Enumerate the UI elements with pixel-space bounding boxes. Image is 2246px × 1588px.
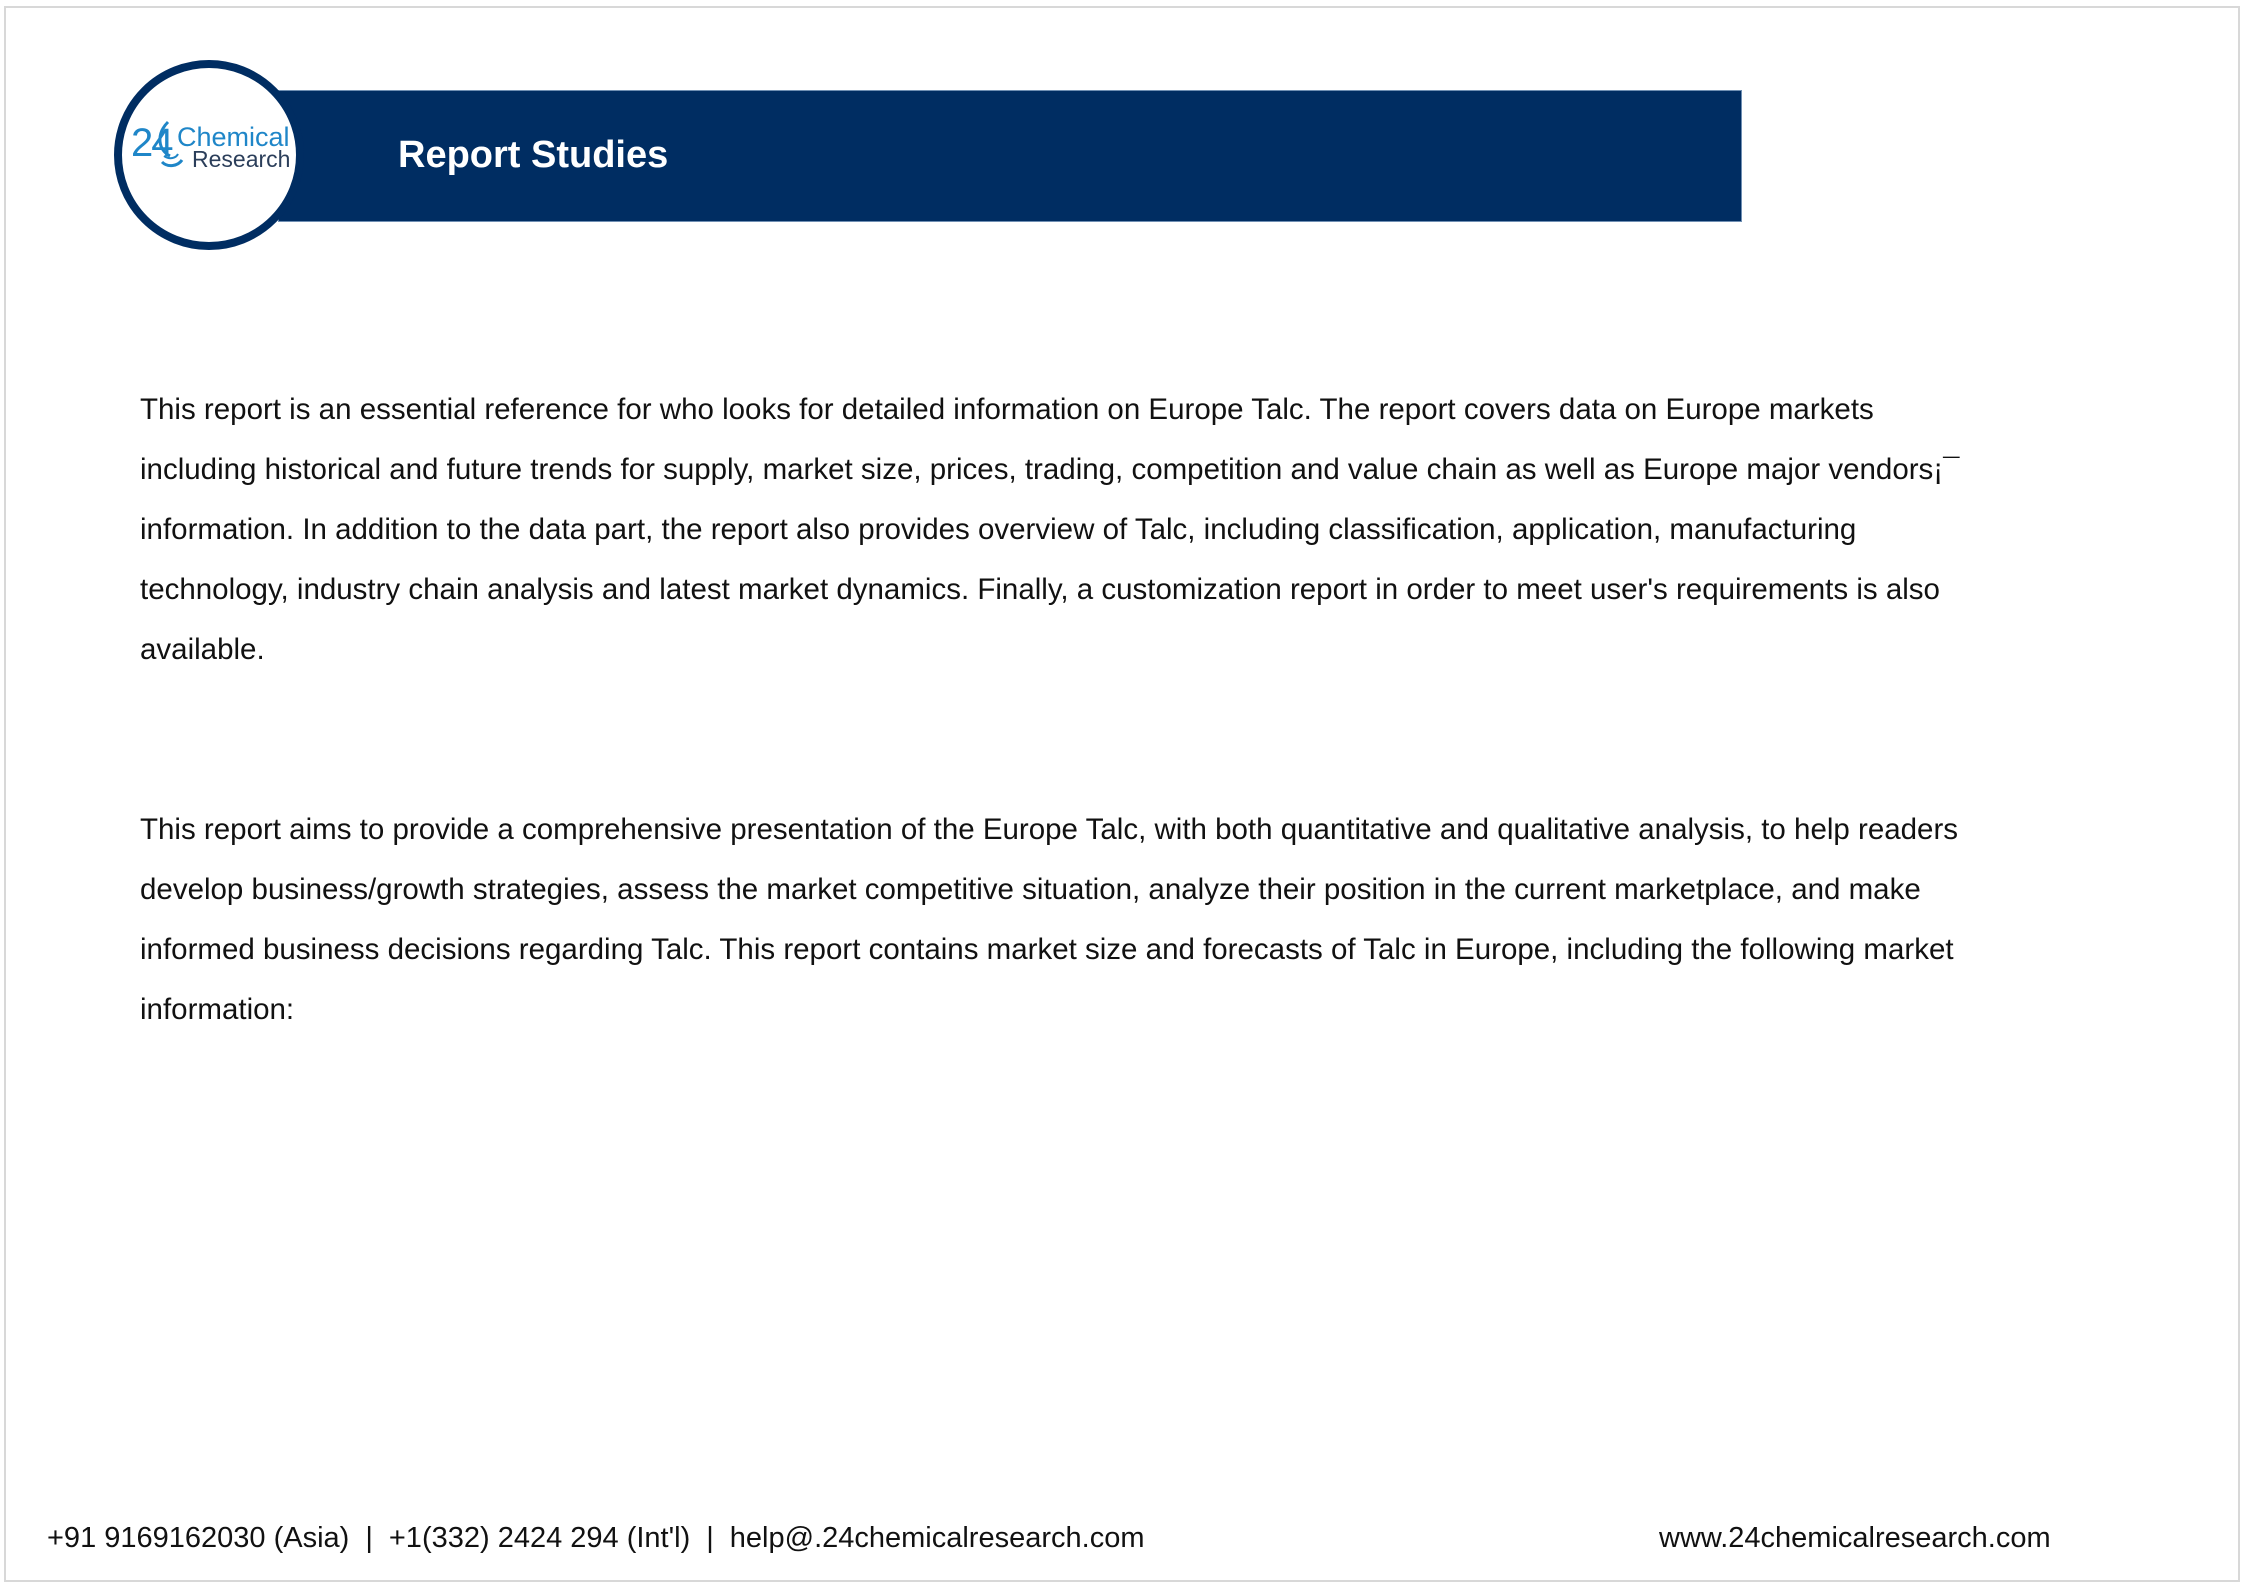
- aims-paragraph: [140, 800, 2150, 1040]
- logo-number: 24: [131, 121, 172, 165]
- paragraph-line: informed business decisions regarding Talc. This report contains market size and forecasts of Talc in Europe, including the following market: [140, 933, 1954, 966]
- paragraph-line: information:: [140, 993, 295, 1026]
- paragraph-line: develop business/growth strategies, assess the market competitive situation, analyze their position in the current marketplace, and make: [140, 873, 1921, 906]
- paragraph-line: available.: [140, 633, 265, 666]
- footer-email-link[interactable]: help@.24chemicalresearch.com: [729, 1522, 1145, 1554]
- page-frame: [4, 6, 2240, 1582]
- paragraph-line: This report aims to provide a comprehensive presentation of the Europe Talc, with both quantitative and qualitative analysis, to help readers: [140, 813, 1959, 846]
- logo-word-research: Research: [192, 146, 291, 172]
- footer-separator: |: [706, 1522, 714, 1554]
- footer-phone-asia: +91 9169162030 (Asia): [47, 1522, 350, 1554]
- paragraph-line: information. In addition to the data part, the report also provides overview of Talc, including classification, application, manufacturing: [140, 513, 1857, 546]
- intro-paragraph: [140, 380, 2150, 680]
- paragraph-line: including historical and future trends for supply, market size, prices, trading, competition and value chain as well as Europe major vendors¡¯: [140, 453, 1960, 486]
- header-title: Report Studies: [398, 134, 669, 176]
- footer-contact: [47, 1518, 1144, 1558]
- footer-phone-intl: +1(332) 2424 294 (Int'l): [388, 1522, 691, 1554]
- footer-separator: |: [365, 1522, 373, 1554]
- footer-website-link[interactable]: www.24chemicalresearch.com: [1659, 1522, 2051, 1554]
- logo-word-chemical: Chemical: [177, 122, 290, 152]
- paragraph-line: This report is an essential reference for who looks for detailed information on Europe Talc. The report covers data on Europe markets: [140, 393, 1874, 426]
- paragraph-line: technology, industry chain analysis and latest market dynamics. Finally, a customization report in order to meet user's requirements is also: [140, 573, 1940, 606]
